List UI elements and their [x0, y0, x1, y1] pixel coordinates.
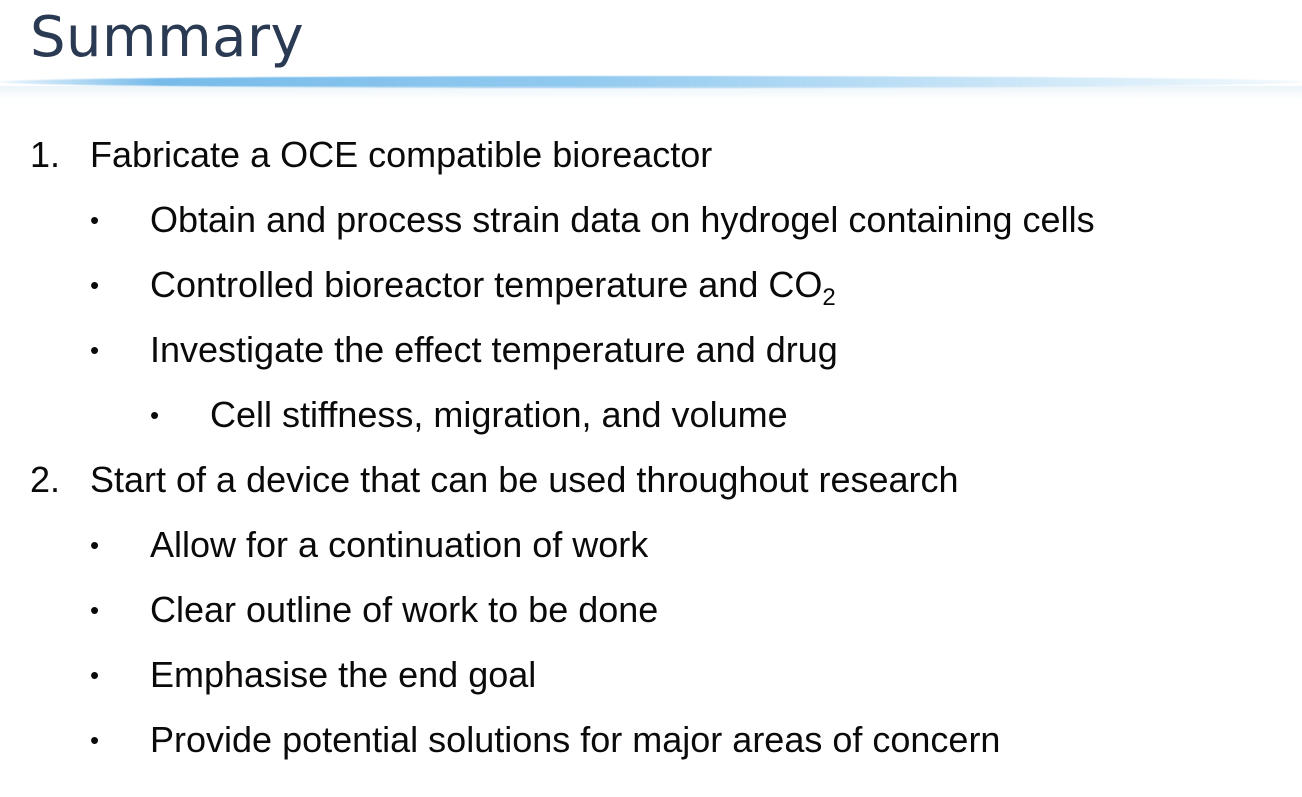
bullet-marker: • [150, 400, 160, 430]
slide-title: Summary [30, 5, 305, 70]
list-item-strain-data: Obtain and process strain data on hydrogel containing cells [150, 199, 1095, 240]
co2-subscript: 2 [822, 284, 836, 311]
list-item-temperature-co2-text: Controlled bioreactor temperature and CO [150, 264, 823, 305]
bullet-marker: • [90, 270, 100, 300]
list-number-1: 1. [30, 134, 61, 175]
list-item-continuation: Allow for a continuation of work [150, 524, 649, 565]
list-item-device-start: Start of a device that can be used throughout research [90, 459, 959, 500]
bullet-marker: • [90, 595, 100, 625]
bullet-marker: • [90, 530, 100, 560]
bullet-marker: • [90, 335, 100, 365]
list-item-potential-solutions: Provide potential solutions for major areas of concern [150, 719, 1001, 760]
list-item-temperature-co2 [150, 263, 836, 311]
bullet-marker: • [90, 205, 100, 235]
list-item-investigate-effect: Investigate the effect temperature and drug [150, 329, 838, 370]
list-item-clear-outline: Clear outline of work to be done [150, 589, 659, 630]
title-rule-shadow [0, 86, 1302, 100]
list-number-2: 2. [30, 459, 61, 500]
list-item-fabricate-bioreactor: Fabricate a OCE compatible bioreactor [90, 134, 713, 175]
bullet-marker: • [90, 725, 100, 755]
list-item-end-goal: Emphasise the end goal [150, 654, 537, 695]
list-item-cell-stiffness: Cell stiffness, migration, and volume [210, 394, 788, 435]
bullet-marker: • [90, 660, 100, 690]
